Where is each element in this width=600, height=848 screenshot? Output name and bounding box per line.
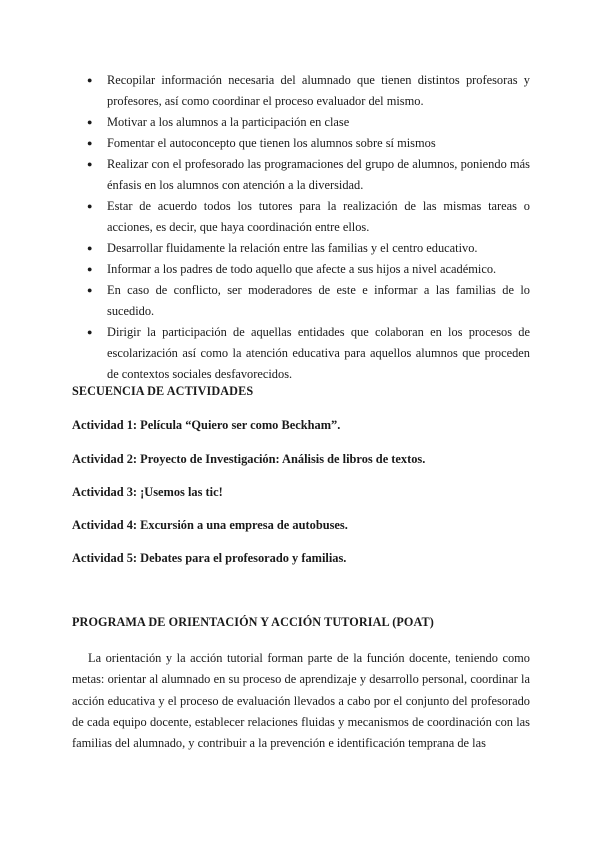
list-item (72, 280, 530, 322)
bullet-icon: ● (87, 201, 93, 211)
activity-5: Actividad 5: Debates para el profesorado y familias. (72, 551, 347, 565)
bullet-icon: ● (87, 264, 93, 274)
list-item-text: Recopilar información necesaria del alumnado que tienen distintos profesoras y profesores, así como coordinar el proceso evaluador del mismo. (107, 73, 530, 108)
tutor-functions-list (72, 70, 530, 385)
bullet-icon: ● (87, 138, 93, 148)
list-item-text: Motivar a los alumnos a la participación en clase (107, 115, 350, 129)
activity-4: Actividad 4: Excursión a una empresa de autobuses. (72, 518, 348, 532)
list-item-text: Estar de acuerdo todos los tutores para la realización de las mismas tareas o acciones, es decir, que haya coordinación entre ellos. (107, 199, 530, 234)
list-item (72, 322, 530, 385)
activity-3: Actividad 3: ¡Usemos las tic! (72, 485, 223, 499)
activity-1: Actividad 1: Película “Quiero ser como Beckham”. (72, 418, 341, 432)
list-item (72, 154, 530, 196)
list-item-text: Dirigir la participación de aquellas entidades que colaboran en los procesos de escolarización así como la atención educativa para aquellos alumnos que proceden de contextos sociales desfavorecidos. (107, 325, 530, 381)
list-item (72, 133, 530, 154)
list-item-text: Informar a los padres de todo aquello que afecte a sus hijos a nivel académico. (107, 262, 497, 276)
bullet-icon: ● (87, 327, 93, 337)
bullet-icon: ● (87, 159, 93, 169)
list-item-text: En caso de conflicto, ser moderadores de este e informar a las familias de lo sucedido. (107, 283, 530, 318)
poat-section-heading: PROGRAMA DE ORIENTACIÓN Y ACCIÓN TUTORIAL (POAT) (72, 615, 434, 629)
list-item (72, 259, 530, 280)
bullet-icon: ● (87, 75, 93, 85)
list-item (72, 112, 530, 133)
list-item (72, 70, 530, 112)
list-item-text: Realizar con el profesorado las programaciones del grupo de alumnos, poniendo más énfasis en los alumnos con atención a la diversidad. (107, 157, 530, 192)
activities-section-heading: SECUENCIA DE ACTIVIDADES (72, 384, 254, 398)
bullet-icon: ● (87, 117, 93, 127)
list-item-text: Fomentar el autoconcepto que tienen los alumnos sobre sí mismos (107, 136, 436, 150)
list-item-text: Desarrollar fluidamente la relación entre las familias y el centro educativo. (107, 241, 478, 255)
bullet-icon: ● (87, 243, 93, 253)
activity-2: Actividad 2: Proyecto de Investigación: Análisis de libros de textos. (72, 452, 426, 466)
list-item (72, 196, 530, 238)
bullet-icon: ● (87, 285, 93, 295)
poat-paragraph: La orientación y la acción tutorial forman parte de la función docente, teniendo como metas: orientar al alumnado en su proceso de aprendizaje y desarrollo personal, coordinar la acción educativa y el proceso de evaluación llevados a cabo por el conjunto del profesorado de cada equipo docente, establecer relaciones fluidas y mecanismos de coordinación con las familias del alumnado, y contribuir a la prevención e identificación temprana de las (72, 651, 530, 751)
list-item (72, 238, 530, 259)
